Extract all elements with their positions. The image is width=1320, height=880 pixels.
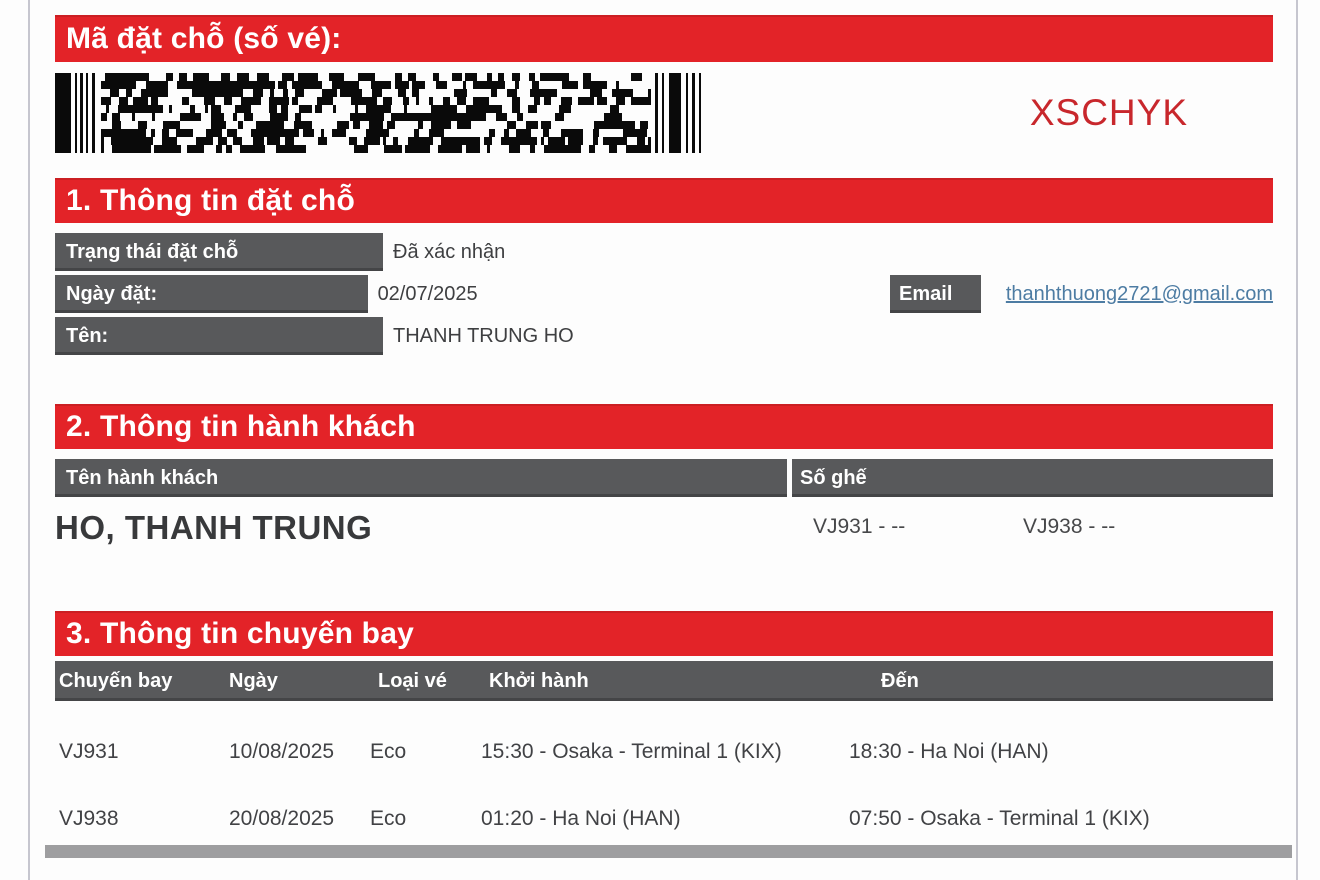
fare-class: Eco: [370, 740, 407, 763]
booking-date-label: Ngày đặt:: [55, 275, 368, 313]
booking-code-value: XSCHYK: [1029, 92, 1188, 133]
email-label: Email: [890, 275, 981, 313]
passenger-name-column-header: Tên hành khách: [55, 459, 787, 497]
email-link[interactable]: thanhthuong2721@gmail.com: [1005, 282, 1274, 305]
seat-assignment-2: VJ938 - --: [1023, 515, 1116, 538]
booking-date-row: [55, 275, 1273, 313]
booking-status-row: [55, 233, 1273, 271]
flight-table-header: [55, 661, 1273, 701]
booking-status-value: Đã xác nhận: [393, 240, 506, 263]
booking-code-label: Mã đặt chỗ (số vé):: [66, 21, 342, 55]
page-right-rule: [1296, 0, 1298, 880]
booking-info-rows: [55, 233, 1273, 355]
bottom-divider-bar: [45, 845, 1292, 858]
booking-code-header: [55, 15, 1273, 62]
page-left-rule: [28, 0, 30, 880]
flight-date: 10/08/2025: [229, 740, 335, 763]
arrival-col-header: Đến: [881, 669, 919, 692]
fare-col-header: Loại vé: [378, 669, 447, 692]
flight-row: [55, 796, 1273, 842]
flight-row: [55, 729, 1273, 775]
date-col-header: Ngày: [229, 669, 278, 692]
fare-class: Eco: [370, 807, 407, 830]
booking-name-label: Tên:: [55, 317, 383, 355]
booking-name-row: [55, 317, 1273, 355]
booking-name-value: THANH TRUNG HO: [393, 324, 574, 347]
seat-column-header: Số ghế: [792, 459, 1273, 497]
section-passenger-title: 2. Thông tin hành khách: [66, 409, 416, 443]
flight-col-header: Chuyến bay: [59, 669, 173, 692]
booking-date-value: 02/07/2025: [377, 282, 478, 305]
section-flight-header: [55, 611, 1273, 656]
departure-col-header: Khởi hành: [489, 669, 589, 692]
passenger-row: [55, 497, 1273, 567]
arrival-info: 07:50 - Osaka - Terminal 1 (KIX): [849, 807, 1150, 830]
flight-number: VJ938: [59, 807, 119, 830]
section-booking-info-title: 1. Thông tin đặt chỗ: [66, 183, 355, 217]
flight-date: 20/08/2025: [229, 807, 335, 830]
arrival-info: 18:30 - Ha Noi (HAN): [849, 740, 1049, 763]
section-passenger-header: [55, 404, 1273, 449]
departure-info: 01:20 - Ha Noi (HAN): [481, 807, 681, 830]
seat-assignment-1: VJ931 - --: [813, 515, 906, 538]
flight-number: VJ931: [59, 740, 119, 763]
barcode-image: [55, 73, 710, 153]
section-booking-info-header: [55, 178, 1273, 223]
booking-status-label: Trạng thái đặt chỗ: [55, 233, 383, 271]
page-content: [55, 15, 1273, 842]
passenger-table-header: [55, 459, 1273, 497]
section-flight-title: 3. Thông tin chuyến bay: [66, 616, 414, 650]
departure-info: 15:30 - Osaka - Terminal 1 (KIX): [481, 740, 782, 763]
barcode-row: [55, 73, 1273, 153]
passenger-name: HO, THANH TRUNG: [55, 509, 373, 546]
